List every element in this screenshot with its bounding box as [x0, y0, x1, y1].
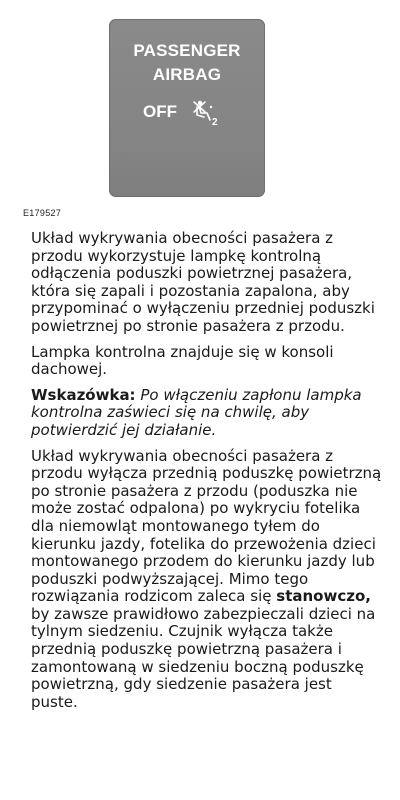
paragraph-detection-system: [31, 448, 383, 712]
panel-label-passenger: PASSENGER: [133, 41, 241, 60]
svg-text:2: 2: [212, 117, 218, 128]
figure-id: E179527: [23, 208, 62, 218]
document-body: [31, 230, 383, 719]
airbag-indicator-figure: [0, 0, 400, 230]
paragraph-lamp-location: Lampka kontrolna znajduje się w konsoli dachowej.: [31, 342, 334, 379]
note-paragraph: [31, 387, 383, 440]
paragraph-emphasis: stanowczo,: [276, 587, 371, 606]
paragraph-detection-lamp: Układ wykrywania obecności pasażera z przodu wykorzystuje lampkę kontrolną odłączenia poduszki powietrznej pasażera, która się zapali i pozostania zapalona, aby przypominać o wyłączeniu przedniej poduszki powietrznej po stronie pasażera z przodu.: [31, 229, 375, 335]
note-label: Wskazówka:: [31, 385, 136, 404]
panel-label-airbag: AIRBAG: [152, 65, 222, 84]
paragraph-detection-part1: Układ wykrywania obecności pasażera z przodu wyłącza przednią poduszkę powietrzną po stronie pasażera z przodu (poduszka nie może zostać odpalona) po wykryciu fotelika dla niemowląt montowanego tyłem do kierunku jazdy, fotelika do przewożenia dzieci montowanego przodem do kierunku jazdy lub poduszki podwyższającej. Mimo tego rozwiązania rodzicom zaleca się: [31, 446, 382, 606]
passenger-airbag-off-icon: [191, 98, 221, 128]
paragraph-detection-part2: by zawsze prawidłowo zabezpieczali dzieci na tylnym siedzeniu. Czujnik wyłącza także przednią poduszkę powietrzną pasażera i zamontowaną w siedzeniu boczną poduszkę powietrzną, gdy siedzenie pasażera jest puste.: [31, 604, 376, 711]
passenger-airbag-off-panel: [109, 19, 265, 197]
note-body: Po włączeniu zapłonu lampka kontrolna zaświeci się na chwilę, aby potwierdzić jej działanie.: [31, 385, 362, 439]
panel-label-off: OFF: [143, 102, 177, 121]
